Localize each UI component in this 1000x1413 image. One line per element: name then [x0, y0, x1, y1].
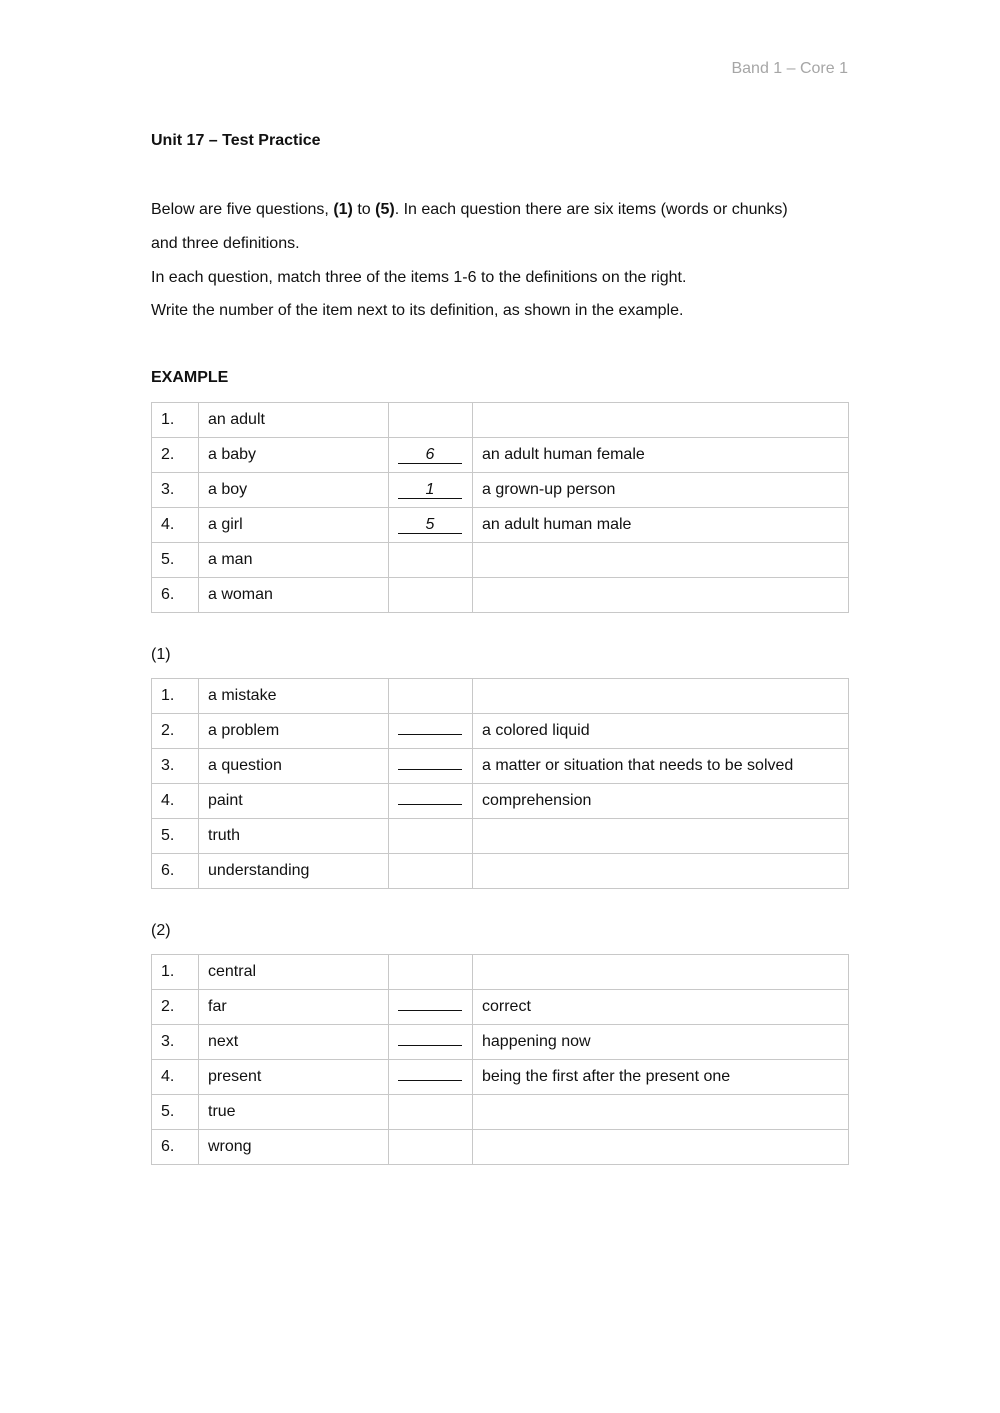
- answer-cell: [389, 784, 473, 819]
- item-number: 3.: [152, 749, 199, 784]
- table-row: [152, 679, 849, 714]
- table-row: [152, 714, 849, 749]
- table-row: [152, 955, 849, 990]
- definition-text: a grown-up person: [473, 473, 849, 508]
- item-text: an adult: [199, 403, 389, 438]
- answer-cell: [389, 955, 473, 990]
- section-label-2: (2): [151, 922, 171, 939]
- section-label-example: EXAMPLE: [151, 369, 229, 386]
- definition-text: being the first after the present one: [473, 1060, 849, 1095]
- item-number: 4.: [152, 1060, 199, 1095]
- answer-cell: [389, 1060, 473, 1095]
- question-2-table: [151, 954, 849, 1165]
- answer-cell: [389, 1025, 473, 1060]
- item-number: 1.: [152, 955, 199, 990]
- question-1-table: [151, 678, 849, 889]
- instruction-line-2: and three definitions.: [151, 235, 300, 252]
- definition-text: correct: [473, 990, 849, 1025]
- answer-cell: [389, 714, 473, 749]
- item-number: 3.: [152, 1025, 199, 1060]
- answer-cell: [389, 543, 473, 578]
- answer-cell: [389, 854, 473, 889]
- item-text: paint: [199, 784, 389, 819]
- answer-blank[interactable]: 1: [398, 481, 462, 499]
- answer-cell: [389, 578, 473, 613]
- item-text: a man: [199, 543, 389, 578]
- header-band-label: Band 1 – Core 1: [731, 60, 848, 77]
- item-number: 1.: [152, 679, 199, 714]
- definition-text: comprehension: [473, 784, 849, 819]
- answer-cell: [389, 749, 473, 784]
- table-row: [152, 749, 849, 784]
- item-number: 2.: [152, 990, 199, 1025]
- instruction-line-3: In each question, match three of the items 1-6 to the definitions on the right.: [151, 269, 687, 286]
- item-text: truth: [199, 819, 389, 854]
- instruction-line-4: Write the number of the item next to its definition, as shown in the example.: [151, 302, 684, 319]
- table-row: [152, 508, 849, 543]
- table-row: [152, 1025, 849, 1060]
- definition-text: [473, 1130, 849, 1165]
- example-table: [151, 402, 849, 613]
- answer-blank[interactable]: 6: [398, 446, 462, 464]
- answer-blank[interactable]: [398, 1028, 462, 1046]
- table-row: [152, 1060, 849, 1095]
- item-number: 2.: [152, 438, 199, 473]
- item-number: 1.: [152, 403, 199, 438]
- answer-cell: [389, 473, 473, 508]
- item-text: next: [199, 1025, 389, 1060]
- answer-cell: [389, 1130, 473, 1165]
- answer-blank[interactable]: [398, 752, 462, 770]
- definition-text: an adult human female: [473, 438, 849, 473]
- item-number: 6.: [152, 578, 199, 613]
- item-number: 3.: [152, 473, 199, 508]
- page-title: Unit 17 – Test Practice: [151, 132, 321, 149]
- item-text: a baby: [199, 438, 389, 473]
- table-row: [152, 578, 849, 613]
- item-number: 6.: [152, 1130, 199, 1165]
- answer-blank[interactable]: 5: [398, 516, 462, 534]
- definition-text: a matter or situation that needs to be solved: [473, 749, 849, 784]
- table-row: [152, 473, 849, 508]
- table-row: [152, 438, 849, 473]
- item-number: 5.: [152, 1095, 199, 1130]
- instruction-line-1: Below are five questions, (1) to (5). In each question there are six items (words or chunks): [151, 201, 788, 218]
- answer-blank[interactable]: [398, 993, 462, 1011]
- table-row: [152, 819, 849, 854]
- table-row: [152, 1095, 849, 1130]
- item-text: a question: [199, 749, 389, 784]
- item-text: true: [199, 1095, 389, 1130]
- item-text: far: [199, 990, 389, 1025]
- answer-blank[interactable]: [398, 717, 462, 735]
- item-text: wrong: [199, 1130, 389, 1165]
- table-row: [152, 784, 849, 819]
- definition-text: [473, 578, 849, 613]
- answer-cell: [389, 1095, 473, 1130]
- table-row: [152, 1130, 849, 1165]
- answer-cell: [389, 438, 473, 473]
- item-number: 4.: [152, 508, 199, 543]
- item-text: central: [199, 955, 389, 990]
- section-label-1: (1): [151, 646, 171, 663]
- item-text: a problem: [199, 714, 389, 749]
- item-text: a woman: [199, 578, 389, 613]
- answer-blank[interactable]: [398, 787, 462, 805]
- definition-text: [473, 543, 849, 578]
- definition-text: [473, 819, 849, 854]
- definition-text: [473, 854, 849, 889]
- item-text: present: [199, 1060, 389, 1095]
- definition-text: [473, 679, 849, 714]
- item-number: 2.: [152, 714, 199, 749]
- answer-cell: [389, 990, 473, 1025]
- item-text: a boy: [199, 473, 389, 508]
- definition-text: [473, 955, 849, 990]
- answer-cell: [389, 403, 473, 438]
- answer-cell: [389, 508, 473, 543]
- item-number: 5.: [152, 543, 199, 578]
- answer-cell: [389, 819, 473, 854]
- item-text: a mistake: [199, 679, 389, 714]
- item-text: understanding: [199, 854, 389, 889]
- definition-text: a colored liquid: [473, 714, 849, 749]
- item-number: 6.: [152, 854, 199, 889]
- definition-text: an adult human male: [473, 508, 849, 543]
- table-row: [152, 543, 849, 578]
- table-row: [152, 990, 849, 1025]
- definition-text: happening now: [473, 1025, 849, 1060]
- table-row: [152, 403, 849, 438]
- answer-blank[interactable]: [398, 1063, 462, 1081]
- item-number: 5.: [152, 819, 199, 854]
- item-text: a girl: [199, 508, 389, 543]
- item-number: 4.: [152, 784, 199, 819]
- definition-text: [473, 1095, 849, 1130]
- table-row: [152, 854, 849, 889]
- answer-cell: [389, 679, 473, 714]
- definition-text: [473, 403, 849, 438]
